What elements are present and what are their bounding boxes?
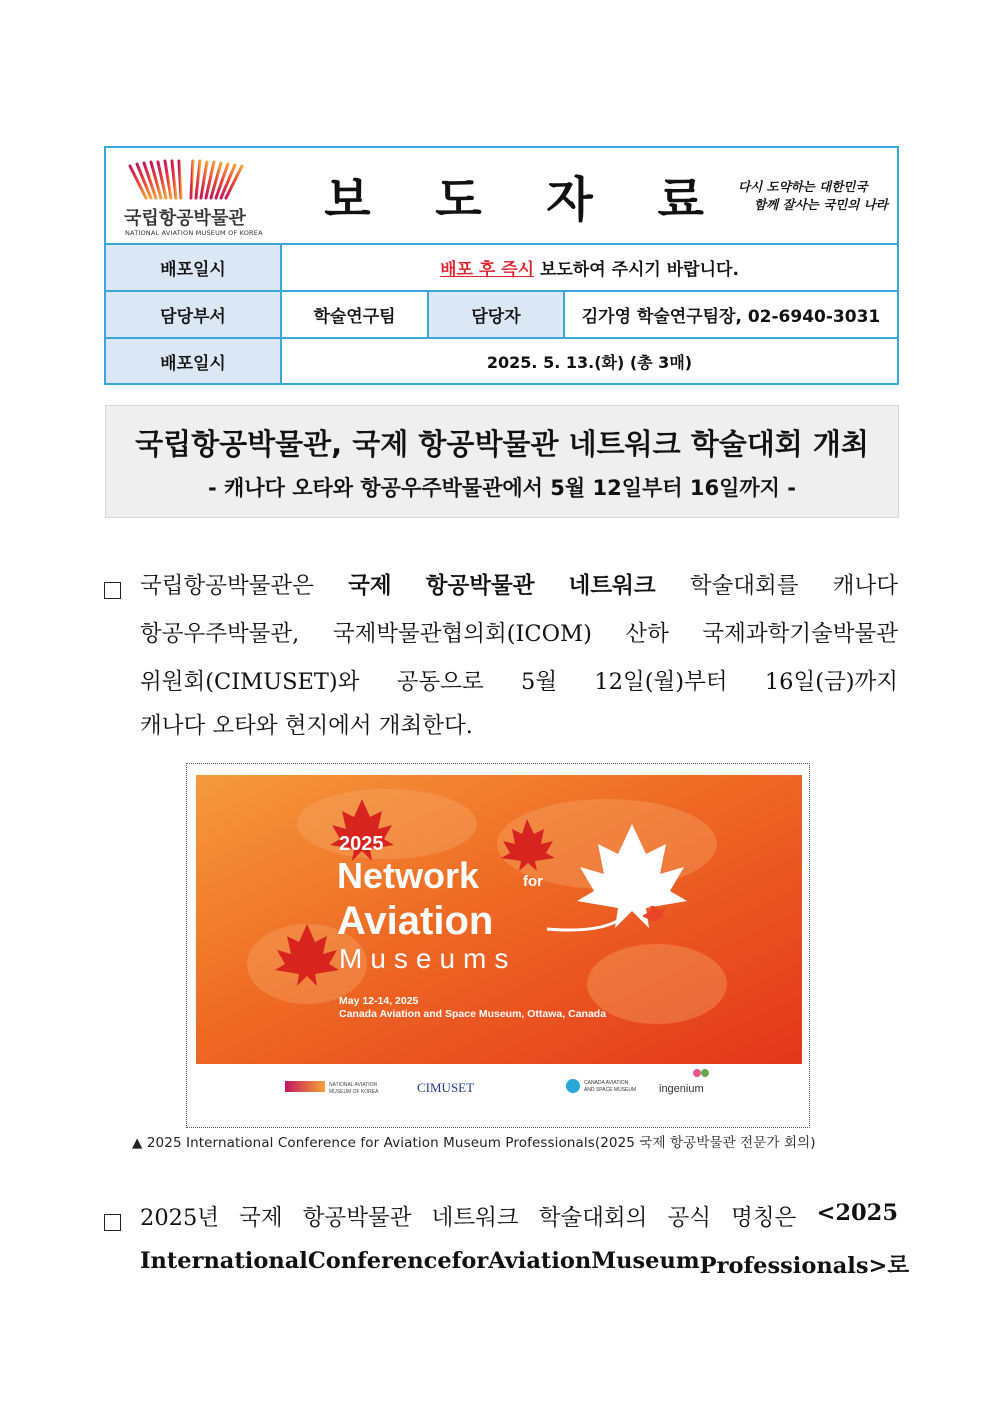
- p1l2-w4: 국제과학기술박물관: [702, 621, 898, 647]
- casm-logo: [566, 1079, 636, 1093]
- ingenium-dot: [693, 1069, 701, 1077]
- cimuset-logo: CIMUSET: [417, 1080, 475, 1095]
- p1l3-w3: 5월: [521, 669, 558, 695]
- casm-logo-line2: AND SPACE MUSEUM: [584, 1087, 637, 1093]
- poster-title-for: for: [523, 873, 543, 890]
- p1l1-w3: 항공박물관: [425, 573, 535, 599]
- p2l1-w8: <2025: [816, 1200, 898, 1226]
- document-title: 보 도 자 료: [324, 171, 728, 228]
- poster-title-aviation: Aviation: [337, 899, 494, 943]
- p2l1-w4: 네트워크: [431, 1205, 519, 1231]
- p1l2-w1: 항공우주박물관,: [140, 621, 300, 647]
- logo-wings-icon: [124, 156, 254, 202]
- conference-poster-frame: [186, 763, 810, 1128]
- poster-background: [196, 775, 802, 1064]
- paragraph-1-line-2: [140, 616, 898, 648]
- p2l1-w2: 국제: [239, 1205, 283, 1231]
- contact-value: 김가영 학술연구팀장, 02-6940-3031: [563, 292, 897, 337]
- p2l1-w3: 항공박물관: [302, 1205, 412, 1231]
- p1l3-w5: 16일(금)까지: [764, 669, 898, 695]
- slogan-line-1: 다시 도약하는 대한민국: [738, 179, 868, 194]
- p2l1-w5: 학술대회의: [538, 1205, 648, 1231]
- contact-label: 담당자: [427, 292, 563, 337]
- p2l2-w5: Museum: [591, 1248, 700, 1274]
- ingenium-logo: ingenium: [659, 1083, 704, 1095]
- museum-logo: [124, 156, 274, 238]
- government-slogan: [738, 178, 890, 214]
- casm-logo-line1: CANADA AVIATION: [584, 1080, 629, 1086]
- department-row: [106, 292, 897, 339]
- release-date-value: 2025. 5. 13.(화) (총 3매): [280, 339, 897, 383]
- poster-caption: ▲ 2025 International Conference for Aviation Museum Professionals(2025 국제 항공박물관 전문가 회의): [132, 1135, 816, 1151]
- release-date-label: 배포일시: [106, 339, 280, 383]
- poster-year: 2025: [339, 833, 384, 855]
- release-date-row: [106, 339, 897, 383]
- p1l3-w4: 12일(월)부터: [594, 669, 728, 695]
- p1l3-w1: 위원회(CIMUSET)와: [140, 669, 360, 695]
- release-time-row: [106, 245, 897, 292]
- casm-logo-mark: [566, 1079, 580, 1093]
- header-top-row: [106, 148, 897, 245]
- p1l2-w2: 국제박물관협의회(ICOM): [332, 621, 592, 647]
- poster-date: May 12-14, 2025: [339, 995, 419, 1007]
- release-time-value: [280, 245, 897, 290]
- department-label: 담당부서: [106, 292, 280, 337]
- p2l2-w1: International: [140, 1248, 308, 1274]
- release-instruction-text: 보도하여 주시기 바랍니다.: [534, 260, 739, 280]
- p1l1-w6: 캐나다: [832, 573, 898, 599]
- nam-logo-line1: NATIONAL AVIATION: [329, 1082, 378, 1088]
- bullet-checkbox-2: [104, 1214, 121, 1231]
- headline-title: 국립항공박물관, 국제 항공박물관 네트워크 학술대회 개최: [135, 427, 869, 461]
- conference-poster: [187, 764, 809, 1127]
- paragraph-1-line-1: [140, 568, 898, 600]
- ingenium-dot: [701, 1069, 709, 1077]
- poster-title-network: Network: [337, 855, 480, 896]
- p2l2-w2: Conference: [307, 1248, 452, 1274]
- p2l2-w6: Professionals>로: [699, 1253, 910, 1279]
- paragraph-2-line-1: [140, 1200, 898, 1232]
- p2l1-w6: 공식: [667, 1205, 711, 1231]
- p2l1-w1: 2025년: [140, 1205, 219, 1231]
- poster-venue: Canada Aviation and Space Museum, Ottawa, Canada: [339, 1008, 607, 1020]
- nam-logo: [285, 1081, 379, 1095]
- p2l2-w3: for: [451, 1248, 489, 1274]
- headline-subtitle: - 캐나다 오타와 항공우주박물관에서 5월 12일부터 16일까지 -: [208, 476, 796, 500]
- p1l1-w5: 학술대회를: [689, 573, 799, 599]
- logo-name: 국립항공박물관: [124, 208, 246, 229]
- release-immediate-text: 배포 후 즉시: [440, 260, 535, 280]
- headline-box: [105, 405, 899, 518]
- p2l1-w7: 명칭은: [731, 1205, 797, 1231]
- nam-logo-mark: [285, 1081, 325, 1092]
- header-table: [104, 146, 899, 385]
- p1l3-w2: 공동으로: [396, 669, 484, 695]
- poster-title-museums: Museums: [339, 943, 517, 974]
- p1l1-w1: 국립항공박물관은: [140, 573, 314, 599]
- logo-subtitle: NATIONAL AVIATION MUSEUM OF KOREA: [125, 229, 263, 237]
- bullet-checkbox-1: [104, 582, 121, 599]
- slogan-line-2: 함께 잘사는 국민의 나라: [754, 197, 888, 212]
- paragraph-1-line-3: [140, 664, 898, 696]
- paragraph-2-line-2: [140, 1248, 910, 1280]
- p2l2-w4: Aviation: [488, 1248, 592, 1274]
- nam-logo-line2: MUSEUM OF KOREA: [329, 1089, 379, 1095]
- paragraph-1-line-4: 캐나다 오타와 현지에서 개최한다.: [140, 713, 473, 739]
- p1l1-w2: 국제: [348, 573, 392, 599]
- p1l2-w3: 산하: [625, 621, 669, 647]
- release-time-label: 배포일시: [106, 245, 280, 290]
- department-value: 학술연구팀: [280, 292, 427, 337]
- p1l1-w4: 네트워크: [568, 573, 656, 599]
